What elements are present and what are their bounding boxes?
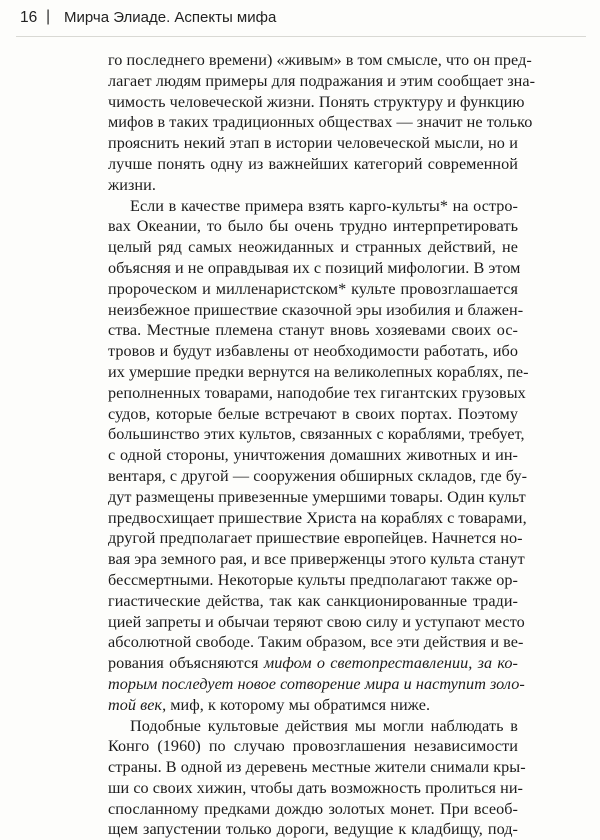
text-line — [108, 716, 518, 737]
text-run: страны. В одной из деревень местные жители снимали кры- — [108, 758, 526, 777]
text-run: вах Океании, то было бы очень трудно интерпретировать — [108, 217, 518, 236]
text-line — [108, 216, 518, 237]
text-line — [108, 92, 525, 113]
text-run: лучше понять одну из важнейших категорий современной — [108, 154, 518, 173]
text-run: Если в качестве примера взять карго-культы* на остро- — [130, 196, 518, 215]
italic-run: торым последует новое сотворение мира и наступит золо- — [108, 674, 525, 693]
text-line — [108, 736, 518, 757]
italic-run: мифом о светопреставлении, за ко- — [263, 654, 518, 673]
text-run: цией запреты и обычаи теряют свою силу и уступают место — [108, 612, 525, 631]
text-line — [108, 133, 518, 154]
text-line — [108, 757, 526, 778]
text-line — [108, 341, 518, 362]
text-line — [108, 778, 523, 799]
text-line — [108, 404, 518, 425]
text-line — [108, 819, 518, 840]
text-run: вентаря, с другой — сооружения обширных складов, где бу- — [108, 466, 528, 485]
text-run: щем запустении только дороги, ведущие к кладбищу, под- — [108, 820, 518, 839]
text-line — [108, 508, 527, 529]
text-run: объясняя и не оправдывая их с позиций мифологии. В этом — [108, 258, 521, 277]
running-title: Мирча Элиаде. Аспекты мифа — [64, 9, 277, 26]
text-run: бессмертными. Некоторые культы предполагают также ор- — [108, 570, 518, 589]
main-text — [108, 50, 536, 840]
text-line — [108, 154, 518, 175]
text-line — [108, 424, 525, 445]
text-run: реполненных товарами, наподобие тех гигантских грузовых — [108, 383, 526, 402]
text-run: ства. Местные племена станут вновь хозяевами своих ос- — [108, 321, 518, 340]
text-line — [108, 695, 518, 716]
text-run: судов, которые белые встречают в своих портах. Поэтому — [108, 404, 518, 423]
text-run: целый ряд самых неожиданных и странных действий, не — [108, 238, 518, 257]
text-run: тровов и будут избавлены от необходимости работать, ибо — [108, 342, 518, 361]
text-line — [108, 799, 518, 820]
text-run: неизбежное пришествие сказочной эры изобилия и блажен- — [108, 300, 524, 319]
text-run: вая эра земного рая, и все приверженцы этого культа станут — [108, 550, 525, 569]
text-line — [108, 591, 518, 612]
text-line — [108, 674, 525, 695]
text-line — [108, 487, 526, 508]
text-run: другой предполагает пришествие европейцев. Начнется но- — [108, 529, 523, 548]
text-line — [108, 50, 532, 71]
text-run: Подобные культовые действия мы могли наблюдать в — [130, 716, 518, 735]
header-separator: | — [46, 8, 51, 25]
text-run: большинство этих культов, связанных с кораблями, требует, — [108, 425, 525, 444]
text-run: рования объясняются — [108, 654, 264, 673]
text-line — [108, 632, 524, 653]
text-run: их умершие предки вернутся на великолепных кораблях, пе- — [108, 362, 529, 381]
text-run: пророческом и милленаристском* культе провозглашается — [108, 279, 518, 298]
text-line — [108, 549, 525, 570]
text-run: гиастические действа, так как санкционированные тради- — [108, 591, 518, 610]
text-run: дут размещены привезенные умершими товары. Один культ — [108, 487, 526, 506]
text-line — [108, 362, 529, 383]
italic-run: той век — [108, 695, 163, 714]
text-line — [108, 570, 518, 591]
text-line — [108, 196, 518, 217]
text-line — [108, 320, 518, 341]
text-run: Конго (1960) по случаю провозглашения независимости — [108, 737, 518, 756]
text-line — [108, 71, 536, 92]
text-run: мифов в таких традиционных обществах — значит не только — [108, 113, 533, 132]
text-line — [108, 112, 533, 133]
text-run: го последнего времени) «живым» в том смысле, что он пред- — [108, 51, 532, 69]
text-run: лагает людям примеры для подражания и этим сообщает зна- — [108, 71, 536, 90]
running-header — [16, 0, 586, 37]
text-run: прояснить некий этап в истории человеческой мысли, но и — [108, 134, 518, 153]
text-run: с одной стороны, уничтожения домашних животных и ин- — [108, 446, 518, 465]
text-line — [108, 445, 518, 466]
text-run: , миф, к которому мы обратимся ниже. — [162, 695, 431, 714]
text-line — [108, 466, 528, 487]
text-line — [108, 258, 521, 279]
text-run: чимость человеческой жизни. Понять структуру и функцию — [108, 92, 525, 111]
text-run: предвосхищает пришествие Христа на кораблях с товарами, — [108, 508, 527, 527]
text-line — [108, 383, 526, 404]
text-run: жизни. — [108, 175, 156, 194]
text-line — [108, 300, 524, 321]
text-line — [108, 237, 518, 258]
text-run: абсолютной свободе. Таким образом, все эти действия и ве- — [108, 633, 524, 652]
page-number: 16 — [20, 9, 38, 26]
text-line — [108, 175, 518, 196]
text-line — [108, 528, 523, 549]
text-line — [108, 653, 518, 674]
text-line — [108, 279, 518, 300]
text-run: ши со своих хижин, чтобы дать возможность пролиться ни- — [108, 778, 523, 797]
text-run: спосланному предками дождю золотых монет. При всеоб- — [108, 799, 518, 818]
text-line — [108, 612, 525, 633]
